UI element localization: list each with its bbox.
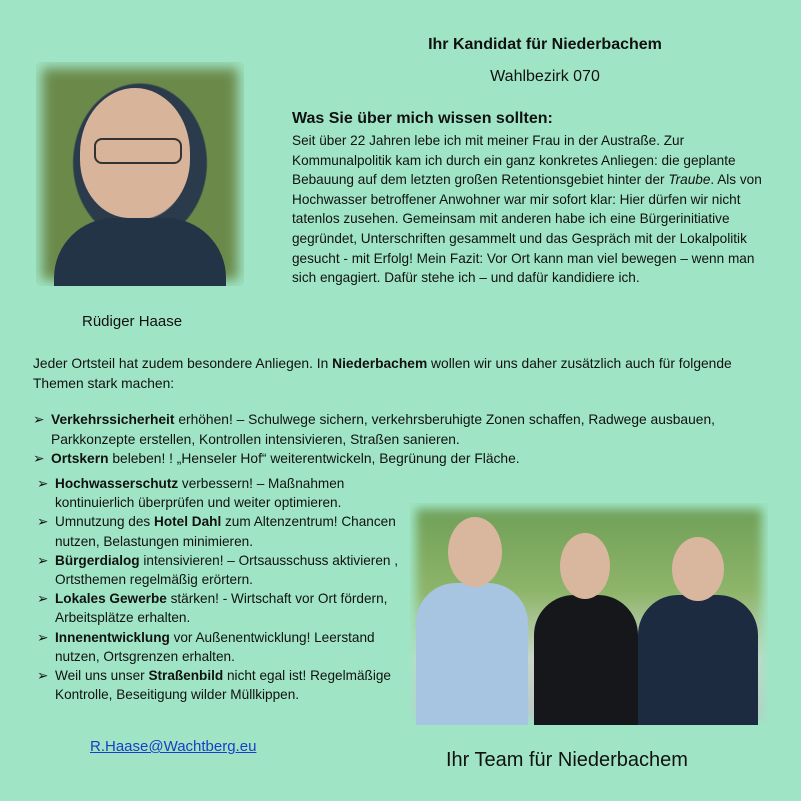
team-member-middle-head: [560, 533, 610, 599]
arrow-bullet-icon: ➢: [37, 591, 49, 607]
arrow-bullet-icon: ➢: [37, 476, 49, 491]
topic-keyword: Bürgerdialog: [55, 552, 140, 568]
team-photo: [410, 503, 768, 725]
email-link[interactable]: R.Haase@Wachtberg.eu: [90, 738, 257, 755]
arrow-bullet-icon: ➢: [33, 412, 45, 427]
lead-after: wollen wir uns daher zusätzlich auch für folgende Themen stark machen:: [33, 356, 732, 391]
list-item: [33, 410, 773, 449]
list-item: [37, 666, 407, 704]
team-caption: Ihr Team für Niederbachem: [446, 749, 688, 771]
list-item: [33, 449, 773, 469]
topic-prefix: Umnutzung des: [55, 514, 154, 530]
topic-list-narrow: [37, 474, 407, 704]
list-item: [37, 512, 407, 550]
topic-keyword: Hotel Dahl: [154, 514, 222, 530]
topic-text: beleben! ! „Henseler Hof“ weiterentwickeln, Begrünung der Fläche.: [108, 451, 520, 466]
topic-list-wide: [33, 410, 773, 469]
arrow-bullet-icon: ➢: [37, 668, 49, 684]
topic-keyword: Hochwasserschutz: [55, 476, 179, 491]
list-item: [37, 589, 407, 627]
intro-text-part-1: Seit über 22 Jahren lebe ich mit meiner Frau in der Austraße. Zur Kommunalpolitik kam ich durch ein ganz konkretes Anliegen: die geplante Bebauung auf dem letzten großen Retentionsgebiet hinter der: [292, 133, 736, 188]
topic-text: intensivieren! – Ortsausschuss aktivieren , Ortsthemen regelmäßig erörtern.: [55, 552, 398, 588]
lead-before: Jeder Ortsteil hat zudem besondere Anliegen. In: [33, 356, 333, 371]
topic-text: erhöhen! – Schulwege sichern, verkehrsberuhigte Zonen schaffen, Radwege ausbauen, Parkkonzepte erstellen, Kontrollen intensivieren, Straßen sanieren.: [51, 412, 715, 447]
arrow-bullet-icon: ➢: [37, 514, 49, 530]
topic-keyword: Ortskern: [51, 451, 109, 466]
team-member-left: [416, 583, 528, 725]
list-item: [37, 551, 407, 589]
portrait-shirt-shape: [54, 218, 226, 286]
intro-text-italic: Traube: [668, 172, 711, 188]
team-member-right: [638, 595, 758, 725]
lead-place: Niederbachem: [332, 356, 428, 371]
portrait-glasses-shape: [94, 138, 182, 164]
team-member-right-head: [672, 537, 724, 601]
intro-text-part-2: . Als von Hochwasser betroffener Anwohner war mir sofort klar: Hier dürfen wir nicht tatenlos zusehen. Gemeinsam mit anderen habe ich eine Bürgerinitiative gegründet, Unterschriften gesammelt und das Gespräch mit der Lokalpolitik gesucht - mit Erfolg! Mein Fazit: Vor Ort kann man viel bewegen – wenn man sich engagiert. Dafür stehe ich – und dafür kandidiere ich.: [292, 172, 762, 286]
topic-keyword: Verkehrssicherheit: [51, 412, 175, 427]
intro-text: [292, 131, 772, 288]
arrow-bullet-icon: ➢: [37, 629, 49, 645]
page-title: Ihr Kandidat für Niederbachem: [428, 36, 662, 53]
topic-keyword: Lokales Gewerbe: [55, 591, 167, 607]
topic-text: zum Altenzentrum! Chancen nutzen, Belastungen minimieren.: [55, 514, 396, 549]
list-item: [37, 474, 407, 512]
topic-keyword: Innenentwicklung: [55, 629, 170, 645]
topic-text: stärken! - Wirtschaft vor Ort fördern, Arbeitsplätze erhalten.: [55, 591, 388, 626]
team-member-middle: [534, 595, 638, 725]
topic-prefix: Weil uns unser: [55, 668, 149, 684]
intro-heading: Was Sie über mich wissen sollten:: [292, 110, 553, 127]
topic-text: nicht egal ist! Regelmäßige Kontrolle, Beseitigung wilder Müllkippen.: [55, 668, 391, 703]
topics-lead: [33, 354, 773, 393]
team-member-left-head: [448, 517, 502, 587]
arrow-bullet-icon: ➢: [37, 552, 49, 568]
arrow-bullet-icon: ➢: [33, 451, 45, 466]
district-label: Wahlbezirk 070: [490, 68, 600, 85]
topic-keyword: Straßenbild: [148, 668, 224, 684]
topic-text: vor Außenentwicklung! Leerstand nutzen, Ortsgrenzen erhalten.: [55, 629, 375, 664]
topic-text: verbessern! – Maßnahmen kontinuierlich überprüfen und weiter optimieren.: [55, 476, 345, 511]
candidate-name: Rüdiger Haase: [82, 313, 183, 330]
list-item: [37, 628, 407, 666]
